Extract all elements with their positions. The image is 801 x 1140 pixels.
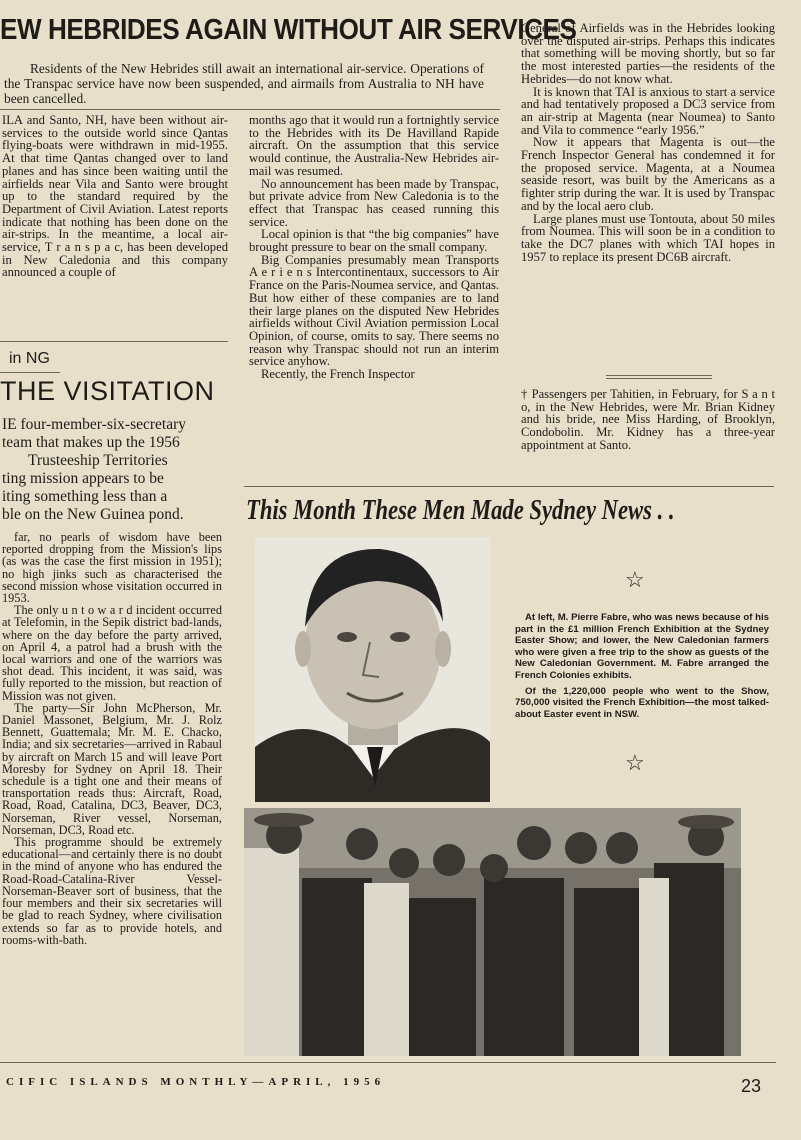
intro-divider xyxy=(0,109,500,110)
col2-paragraph: Recently, the French Inspector xyxy=(261,367,415,382)
article-intro xyxy=(4,61,484,106)
lead-line: iting something less than a xyxy=(2,488,168,505)
intro-text: Residents of the New Hebrides still await an international air-service. Operations of the Transpac service have now been suspended, and airmails from Australia to NH have been cancelled. xyxy=(4,61,484,106)
section-divider xyxy=(0,372,60,373)
article-headline: EW HEBRIDES AGAIN WITHOUT AIR SERVICES xyxy=(0,14,577,46)
col3-paragraph: Now it appears that Magenta is out—the French Inspector General has condemned it for the proposed service. Magenta, at a Noumea seaside resort, was built by the Americans as a fighter strip during the war. It is used by Transpac and by the local aero club. xyxy=(521,135,775,213)
visitation-kicker: in NG xyxy=(9,350,50,367)
star-icon: ☆ xyxy=(625,567,645,592)
feature-divider xyxy=(244,486,774,487)
col2-paragraph: No announcement has been made by Transpac, but private advice from New Caledonia is to the effect that Transpac has ceased running this service. xyxy=(249,176,499,229)
page-number: 23 xyxy=(741,1076,762,1096)
note-divider xyxy=(606,378,712,379)
col3-paragraph: General of Airfields was in the Hebrides looking over the disputed air-strips. Perhaps this indicates that something will be moving shortly, but so far the most interested parties—the residents of the Hebrides—do not know what. xyxy=(521,21,775,86)
portrait-illustration xyxy=(255,537,490,802)
section-divider xyxy=(0,341,228,342)
visitation-title: THE VISITATION xyxy=(0,376,215,406)
article-column-3 xyxy=(521,22,775,263)
col1-text: ILA and Santo, NH, have been without air-services to the outside world since Qantas flying-boats were withdrawn in mid-1955. At that time Qantas changed over to land planes and has since been waiting until the airfields near Vila and Santo were brought up to the standard required by the Department of Civil Aviation. Latest reports indicate that nothing has been done on the air-strips. In the meantime, a local air-service, T r a n s p a c, has been developed in New Caledonia and this company announced a couple of xyxy=(2,113,228,280)
col3-paragraph: Large planes must use Tontouta, about 50 miles from Noumea. This will soon be in a condition to take the DC7 planes with which TAI hopes in 1957 to replace its present DC6B aircraft. xyxy=(521,211,775,264)
col2-paragraph: Big Companies presumably mean Transports A e r i e n s Intercontinentaux, successors to Air France on the Paris-Noumea service, and Qantas. But how either of these companies are to land their large planes on the disputed New Hebrides airfields without Civil Aviation permission Local Opinion, of course, omits to say. There seems no reason why Transpac should not run an interim service anyhow. xyxy=(249,252,499,369)
passenger-note xyxy=(521,388,775,452)
group-illustration xyxy=(244,808,741,1056)
note-text: † Passengers per Tahitien, in February, for S a n t o, in the New Hebrides, were Mr. Brian Kidney and his bride, nee Miss Harding, of Brooklyn, Condobolin. Mr. Kidney has a three-year appointment at Santo. xyxy=(521,387,775,452)
feature-caption xyxy=(515,612,769,720)
caption-paragraph: Of the 1,220,000 people who went to the Show, 750,000 visited the French Exhibition—the most talked-about Easter event in NSW. xyxy=(515,685,769,720)
article-column-2 xyxy=(249,114,499,381)
visitation-body xyxy=(2,531,222,946)
col2-paragraph: Local opinion is that “the big companies” have brought pressure to bear on the small company. xyxy=(249,227,499,255)
visitation-lead xyxy=(2,416,224,524)
visitation-paragraph: far, no pearls of wisdom have been reported dropping from the Mission's lips (as was the case the first mission in 1951); no high jinks such as characterised the second mission whose visitation occurred in 1953. xyxy=(2,530,222,606)
note-divider xyxy=(606,375,712,376)
star-icon: ☆ xyxy=(625,750,645,775)
article-column-1 xyxy=(2,114,228,279)
col2-paragraph: months ago that it would run a fortnightly service to the Hebrides with its De Havilland Rapide aircraft. On the assumption that this service would continue, the Australia-New Hebrides air-mail was resumed. xyxy=(249,113,499,178)
lead-line: ting mission appears to be xyxy=(2,470,164,487)
lead-line: team that makes up the 1956 xyxy=(2,434,180,451)
lead-line: ble on the New Guinea pond. xyxy=(2,506,184,523)
visitation-paragraph: The only u n t o w a r d incident occurred at Telefomin, in the Sepik district bad-lands, where on the day before the party arrived, on April 4, a patrol had a brush with the local warriors and one of the warriors was shot dead. This incident, it was said, was fully reported to the mission, but reaction of Mission was not given. xyxy=(2,603,222,703)
running-footer: CIFIC ISLANDS MONTHLY—APRIL, 1956 xyxy=(6,1076,386,1088)
caption-paragraph: At left, M. Pierre Fabre, who was news because of his part in the £1 million French Exhibition at the Sydney Easter Show; and lower, the New Caledonian farmers who were given a free trip to the show as guests of the New Caledonian Government. M. Fabre arranged the French Colonies exhibits. xyxy=(515,612,769,681)
footer-divider xyxy=(0,1062,776,1063)
portrait-photo xyxy=(255,537,490,802)
visitation-paragraph: This programme should be extremely educational—and certainly there is no doubt in the mind of anyone who has endured the Road-Road-Catalina-River Vessel-Norseman-Beaver sort of business, that the four members and their six secretaries will be glad to reach Sydney, where civilisation extends so far as to provide hotels, and rooms-with-bath. xyxy=(2,835,222,947)
lead-line: IE four-member-six-secretary xyxy=(2,416,186,433)
feature-title: This Month These Men Made Sydney News . . xyxy=(246,494,675,526)
col3-paragraph: It is known that TAI is anxious to start a service and had tentatively proposed a DC3 service from an air-strip at Magenta (near Noumea) to Santo and Vila to commence “early 1956.” xyxy=(521,84,775,137)
visitation-paragraph: The party—Sir John McPherson, Mr. Daniel Massonet, Belgium, Mr. J. Rolz Bennett, Guattemala; Mr. M. E. Chacko, India; and six secretaries—arrived in Rabaul by aircraft on March 15 and will leave Port Moresby for Sydney on April 18. Their schedule is a tight one and their means of transportation reads thus: Aircraft, Road, Road, Road, Catalina, DC3, Beaver, DC3, Norseman, River vessel, Norseman, Norseman, DC3, Road etc. xyxy=(2,700,222,837)
lead-line: Trusteeship Territories xyxy=(28,452,168,469)
group-photo xyxy=(244,808,741,1056)
